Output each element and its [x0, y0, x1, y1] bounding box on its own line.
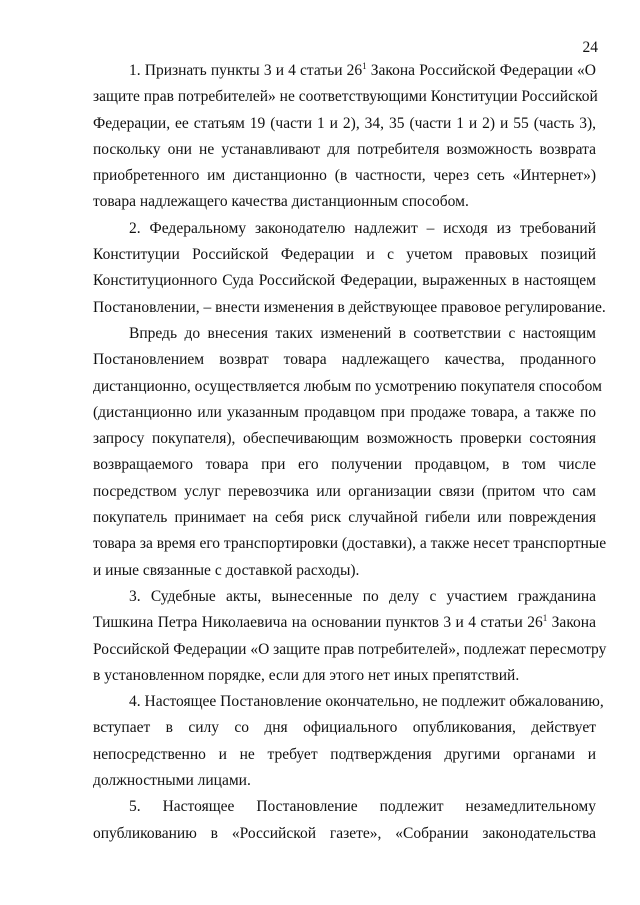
text-line — [93, 715, 596, 741]
text-line — [93, 663, 596, 689]
text-line — [93, 400, 596, 426]
text-line — [93, 531, 607, 557]
text-line — [93, 505, 596, 531]
superscript-index: 1 — [362, 61, 367, 71]
text-segment: 1. Признать пункты 3 и 4 статьи 26 — [129, 62, 363, 79]
text-segment: Конституционного Суда Российской Федерации, выраженных в настоящем — [93, 272, 596, 290]
text-segment: в установленном порядке, если для этого нет иных препятствий. — [93, 666, 520, 684]
paragraph-2-continued — [93, 321, 607, 584]
text-segment: покупатель принимает на себя риск случайной гибели или повреждения — [93, 509, 596, 527]
paragraph-1 — [93, 58, 596, 216]
text-segment: 3. Судебные акты, вынесенные по делу с участием гражданина — [129, 587, 596, 605]
text-line — [93, 742, 596, 768]
text-segment: защите прав потребителей» не соответствующими Конституции Российской — [93, 88, 598, 106]
text-line — [93, 163, 596, 189]
text-line — [93, 111, 596, 137]
text-line — [93, 821, 596, 847]
text-segment: опубликованию в «Российской газете», «Собрании законодательства — [93, 824, 596, 842]
text-segment: Конституции Российской Федерации и с учетом правовых позиций — [93, 246, 596, 264]
text-segment: 2. Федеральному законодателю надлежит – исходя из требований — [129, 219, 596, 237]
text-segment: Постановлением возврат товара надлежащего качества, проданного — [93, 351, 596, 369]
text-segment: Российской Федерации «О защите прав потребителей», подлежат пересмотру — [93, 640, 607, 658]
text-segment: товара надлежащего качества дистанционным способом. — [93, 193, 469, 211]
text-line — [93, 637, 607, 663]
text-segment: непосредственно и не требует подтверждения другими органами и — [93, 745, 596, 763]
text-line — [93, 768, 596, 794]
text-line — [93, 242, 596, 268]
text-line — [93, 84, 596, 110]
paragraph-2 — [93, 216, 606, 321]
paragraph-5 — [93, 794, 596, 847]
document-body — [93, 58, 607, 847]
paragraph-4 — [93, 689, 604, 794]
text-line — [93, 189, 596, 215]
superscript-index: 1 — [542, 613, 548, 624]
text-line — [93, 58, 596, 84]
text-segment: Закона — [547, 614, 596, 632]
page-number: 24 — [582, 39, 598, 56]
text-segment: Тишкина Петра Николаевича на основании пунктов 3 и 4 статьи 26 — [93, 614, 543, 632]
text-line — [93, 558, 596, 584]
text-segment: (дистанционно или указанным продавцом при продаже товара, а также по — [93, 403, 596, 421]
text-segment: 4. Настоящее Постановление окончательно, не подлежит обжалованию, — [129, 693, 604, 711]
text-segment: приобретенного им дистанционно (в частности, через сеть «Интернет») — [93, 167, 596, 185]
text-segment: поскольку они не устанавливают для потребителя возможность возврата — [93, 140, 596, 158]
text-segment: Постановлении, – внести изменения в действующее правовое регулирование. — [93, 298, 606, 316]
text-segment: 5. Настоящее Постановление подлежит незамедлительному — [129, 798, 596, 816]
text-line — [93, 426, 596, 452]
text-line — [93, 321, 596, 347]
text-line — [93, 452, 596, 478]
text-segment: Закона Российской Федерации «О — [366, 62, 596, 79]
text-line — [93, 689, 604, 715]
text-segment: вступает в силу со дня официального опубликования, действует — [93, 719, 596, 737]
text-line — [93, 374, 602, 400]
text-segment: дистанционно, осуществляется любым по усмотрению покупателя способом — [93, 377, 602, 395]
text-line — [93, 268, 596, 294]
text-line — [93, 295, 606, 321]
text-segment: Впредь до внесения таких изменений в соответствии с настоящим — [129, 324, 596, 342]
text-segment: товара за время его транспортировки (доставки), а также несет транспортные — [93, 535, 607, 553]
text-segment: возвращаемого товара при его получении продавцом, в том числе — [93, 456, 596, 474]
text-line — [93, 479, 596, 505]
text-line — [93, 794, 596, 820]
text-line — [93, 347, 596, 373]
text-line — [93, 610, 596, 636]
text-segment: должностными лицами. — [93, 772, 251, 790]
text-segment: посредством услуг перевозчика или организации связи (притом что сам — [93, 482, 596, 500]
text-line — [93, 216, 596, 242]
text-line — [93, 137, 596, 163]
text-line — [93, 584, 596, 610]
paragraph-3 — [93, 584, 607, 689]
text-segment: Федерации, ее статьям 19 (части 1 и 2), 34, 35 (части 1 и 2) и 55 (часть 3), — [93, 114, 596, 132]
text-segment: и иные связанные с доставкой расходы). — [93, 561, 360, 579]
text-segment: запросу покупателя), обеспечивающим возможность проверки состояния — [93, 430, 596, 448]
